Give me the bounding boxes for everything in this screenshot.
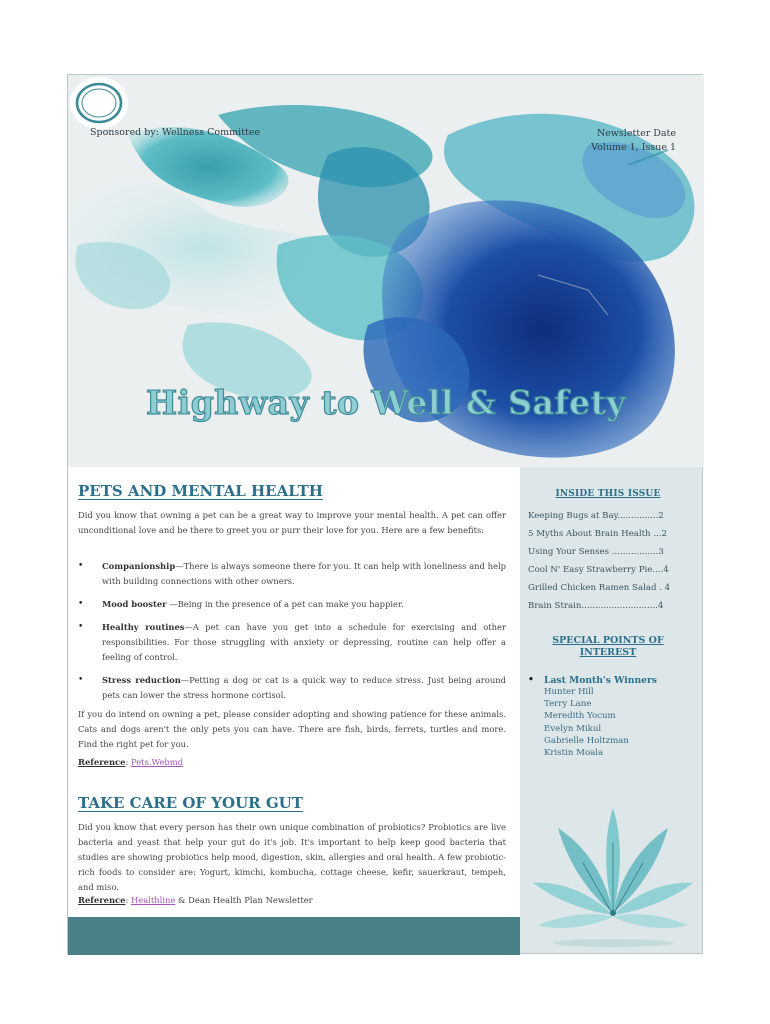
newsletter-date: Newsletter Date — [596, 128, 676, 139]
inside-issue-heading: INSIDE THIS ISSUE — [555, 489, 661, 499]
winner-name: Evelyn Mikul — [544, 723, 602, 734]
winner-name: Gabrielle Holtzman — [544, 735, 629, 746]
volume-issue: Volume 1, Issue 1 — [591, 142, 676, 153]
issue-info — [591, 127, 676, 155]
newsletter-title: Highway to Well & Safety — [145, 383, 626, 422]
lily-flower-illustration — [528, 803, 698, 953]
main-column — [68, 467, 520, 917]
article1-intro: Did you know that owning a pet can be a great way to improve your mental health. A pet can offer unconditional love and be there to greet you or purr their love for you. Here are a few benefits: — [78, 510, 506, 535]
reference-link-webmd[interactable]: Pets.Webmd — [130, 757, 184, 767]
article1-heading: PETS AND MENTAL HEALTH — [78, 482, 323, 500]
winners-section — [528, 675, 688, 759]
toc-item[interactable]: Grilled Chicken Ramen Salad . 4 — [528, 583, 671, 593]
newsletter-page — [67, 74, 703, 954]
sidebar — [528, 479, 688, 759]
article2-heading: TAKE CARE OF YOUR GUT — [78, 794, 303, 812]
benefits-list — [78, 559, 506, 711]
list-item: • Companionship—There is always someone there for you. It can help with loneliness and help with building connections with other owners. — [78, 559, 506, 589]
article2-reference: Reference: Healthline & Dean Health Plan Newsletter — [78, 895, 313, 905]
toc-item[interactable]: 5 Myths About Brain Health ...2 — [528, 529, 667, 539]
toc-item[interactable]: Using Your Senses .................3 — [528, 547, 664, 557]
logo-ring-icon — [68, 75, 130, 131]
list-item: • Stress reduction—Petting a dog or cat is a quick way to reduce stress. Just being around pets can lower the stress hormone cortisol. — [78, 673, 506, 703]
toc-item[interactable]: Brain Strain............................4 — [528, 601, 664, 611]
winner-name: Hunter Hill — [544, 687, 594, 697]
article1-reference: Reference: Pets.Webmd — [78, 757, 184, 767]
special-points-heading: SPECIAL POINTS OF INTEREST — [552, 635, 664, 658]
toc-item[interactable]: Keeping Bugs at Bay...............2 — [528, 511, 664, 521]
winner-name: Meredith Yocum — [544, 711, 616, 722]
winner-name: Kristin Moala — [544, 748, 604, 759]
list-item: • Mood booster —Being in the presence of a pet can make you happier. — [78, 597, 506, 612]
article2-body: Did you know that every person has their own unique combination of probiotics? Probiotics are live bacteria and yeast that help your gut do it's job. It's important to help keep good bacteria that studies are showing probiotics help mood, digestion, skin, allergies and oral health. A few probiotic-rich foods to consider are: Yogurt, kimchi, kombucha, cottage cheese, kefir, sauerkraut, tempeh, and miso. — [78, 822, 506, 892]
sponsor-text: Sponsored by: Wellness Committee — [90, 127, 261, 138]
header-banner — [68, 75, 704, 467]
winners-heading: • Last Month's Winners — [528, 675, 688, 686]
winner-name: Terry Lane — [544, 699, 592, 710]
table-of-contents — [528, 507, 688, 615]
toc-item[interactable]: Cool N' Easy Strawberry Pie....4 — [528, 565, 669, 575]
article1-closing: If you do intend on owning a pet, please consider adopting and showing patience for these animals. Cats and dogs aren't the only pets you can have. There are fish, birds, ferrets, turtles and more. Find the right pet for you. — [78, 709, 506, 749]
reference-link-healthline[interactable]: Healthline — [130, 895, 176, 905]
list-item: • Healthy routines—A pet can have you get into a schedule for exercising and other responsibilities. For those struggling with anxiety or depressing, routine can help offer a feeling of control. — [78, 620, 506, 665]
footer-band — [68, 917, 520, 955]
